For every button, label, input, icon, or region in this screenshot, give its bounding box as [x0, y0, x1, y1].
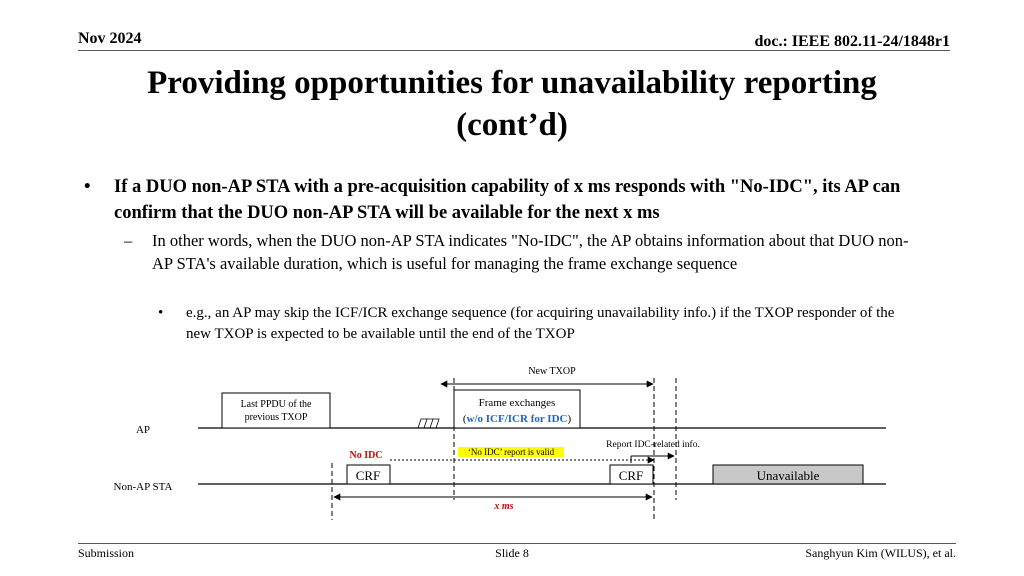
bullet-dot-small-icon: •: [158, 305, 164, 321]
footer-submission: Submission: [78, 546, 135, 560]
new-txop-label: New TXOP: [528, 366, 576, 377]
unavailable-label: Unavailable: [756, 468, 820, 483]
crf-1-label: CRF: [355, 468, 381, 483]
bullet-dash-icon: –: [124, 231, 133, 250]
bullet-l1-text: If a DUO non-AP STA with a pre-acquisition capability of x ms responds with "No-IDC", its AP can confirm that the DUO non-AP STA will be available for the next x ms: [114, 177, 901, 223]
no-idc-valid-label: ‘No IDC’ report is valid: [467, 447, 555, 457]
report-idc-label: Report IDC-related info.: [606, 440, 700, 450]
bullet-l3-text: e.g., an AP may skip the ICF/ICR exchange sequence (for acquiring unavailability info.) if the TXOP responder of the new TXOP is expected to be available until the end of the TXOP: [186, 305, 895, 342]
ap-label: AP: [135, 424, 151, 436]
crf-2-label: CRF: [618, 468, 644, 483]
last-ppdu-line-2: previous TXOP: [244, 412, 308, 423]
skewed-frames-icon: [418, 419, 439, 428]
header-date: Nov 2024: [78, 30, 142, 47]
footer-divider: [78, 543, 956, 544]
no-idc-label: No IDC: [349, 450, 383, 461]
wo-icf-icr-text: w/o ICF/ICR for IDC: [466, 413, 568, 425]
footer-slide-number: Slide 8: [495, 546, 529, 560]
frame-exchanges-label: Frame exchanges: [478, 397, 556, 409]
x-ms-label: x ms: [494, 501, 514, 512]
header-doc-id: doc.: IEEE 802.11-24/1848r1: [754, 33, 950, 50]
footer-author: Sanghyun Kim (WILUS), et al.: [805, 546, 956, 560]
bullet-dot-icon: •: [84, 177, 91, 197]
last-ppdu-line-1: Last PPDU of the: [240, 399, 312, 410]
non-ap-label: Non-AP STA: [113, 481, 173, 493]
frame-exchanges-note: (w/o ICF/ICR for IDC): [462, 413, 572, 425]
title-line-2: (cont’d): [456, 107, 568, 143]
bullet-l2-text: In other words, when the DUO non-AP STA indicates "No-IDC", the AP obtains information about that DUO non-AP STA's available duration, which is useful for managing the frame exchange sequence: [152, 231, 909, 273]
title-line-1: Providing opportunities for unavailability reporting: [147, 65, 877, 101]
